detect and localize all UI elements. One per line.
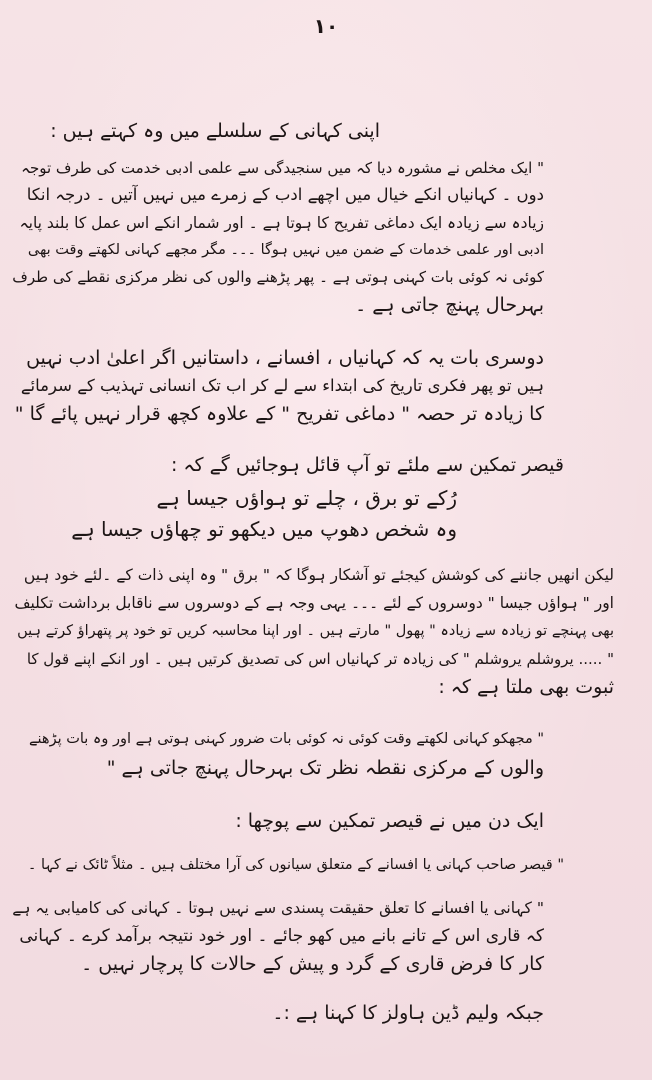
quote-line: کار کا فرض قاری کے گرد و پیش کے حالات کا پرچار نہیں ۔	[81, 953, 544, 975]
quote-line: " کہانی یا افسانے کا تعلق حقیقت پسندی سے نہیں ہوتا ۔ کہانی کی کامیابی یہ ہے	[12, 899, 544, 917]
quote-line: " ایک مخلص نے مشورہ دیا کہ میں سنجیدگی سے علمی ادبی خدمت کی طرف توجہ	[21, 159, 544, 177]
quote-line: کا زیادہ تر حصہ " دماغی تفریح " کے علاوہ کچھ قرار نہیں پائے گا "	[14, 403, 544, 425]
text-line: لیکن انھیں جاننے کی کوشش کیجئے تو آشکار ہوگا کہ " برق " وہ اپنی ذات کے ۔لئے خود ہیں	[23, 566, 614, 584]
text-line: اور " ہواؤں جیسا " دوسروں کے لئے ۔۔۔ یہی وجہ ہے کے دوسروں سے ناقابل برداشت تکلیف	[14, 594, 614, 612]
quote-line: دوں ۔ کہانیاں انکے خیال میں اچھے ادب کے زمرے میں نہیں آتیں ۔ درجہ انکا	[26, 185, 544, 204]
quote-line: کوئی نہ کوئی بات کہنی ہوتی ہے ۔ پھر پڑھنے والوں کی نظر مرکزی نقطے کی طرف	[12, 268, 544, 286]
quote-line: والوں کے مرکزی نقطہ نظر تک بہرحال پہنچ جاتی ہے "	[106, 757, 544, 779]
quote-line: کہ قاری اس کے تانے بانے میں کھو جائے ۔ اور خود نتیجہ برآمد کرے ۔ کہانی	[19, 926, 544, 946]
quote-line: بہرحال پہنچ جاتی ہے ۔	[355, 294, 544, 316]
text-line: " ..... یروشلم یروشلم " کی زیادہ تر کہانیاں اس کی تصدیق کرتیں ہیں ۔ اور انکے اپنے قول کا	[26, 650, 614, 668]
text-line: بھی پہنچے تو زیادہ سے زیادہ " پھول " مارتے ہیں ۔ اور اپنا محاسبہ کریں تو خود پر پتھراؤ کرتے ہیں	[17, 623, 614, 639]
text-line: ایک دن میں نے قیصر تمکین سے پوچھا :	[235, 810, 544, 832]
quote-line: " قیصر صاحب کہانی یا افسانے کے متعلق سیانوں کی آرا مختلف ہیں ۔ مثلاً ٹائک نے کہا ۔	[27, 857, 564, 873]
quote-line: زیادہ سے زیادہ ایک دماغی تفریح کا ہوتا ہے ۔ اور شمار انکے اس عمل کا بلند پایہ	[19, 214, 544, 232]
page-number: ۱۰	[313, 14, 339, 38]
quote-line: ادبی اور علمی خدمات کے ضمن میں نہیں ہوگا ۔۔۔ مگر مجھے کہانی لکھتے وقت بھی	[27, 242, 544, 258]
quote-line: " مجھکو کہانی لکھتے وقت کوئی نہ کوئی بات ضرور کہنی ہوتی ہے اور وہ بات پڑھنے	[29, 731, 544, 747]
text-line-intro: اپنی کہانی کے سلسلے میں وہ کہتے ہیں :	[50, 120, 380, 142]
verse-line: رُکے تو برق ، چلے تو ہواؤں جیسا ہے	[156, 486, 457, 510]
text-line: قیصر تمکین سے ملئے تو آپ قائل ہوجائیں گے کہ :	[170, 454, 564, 476]
quote-line: ہیں تو پھر فکری تاریخ کی ابتداء سے لے کر اب تک انسانی تہذیب کے سرمائے	[20, 376, 544, 395]
text-line: ثبوت بھی ملتا ہے کہ :	[438, 676, 614, 698]
quote-line: دوسری بات یہ کہ کہانیاں ، افسانے ، داستانیں اگر اعلیٰ ادب نہیں	[26, 347, 544, 369]
text-line: جبکہ ولیم ڈین ہاولز کا کہنا ہے :۔	[272, 1002, 544, 1024]
verse-line: وہ شخص دھوپ میں دیکھو تو چھاؤں جیسا ہے	[71, 517, 457, 541]
